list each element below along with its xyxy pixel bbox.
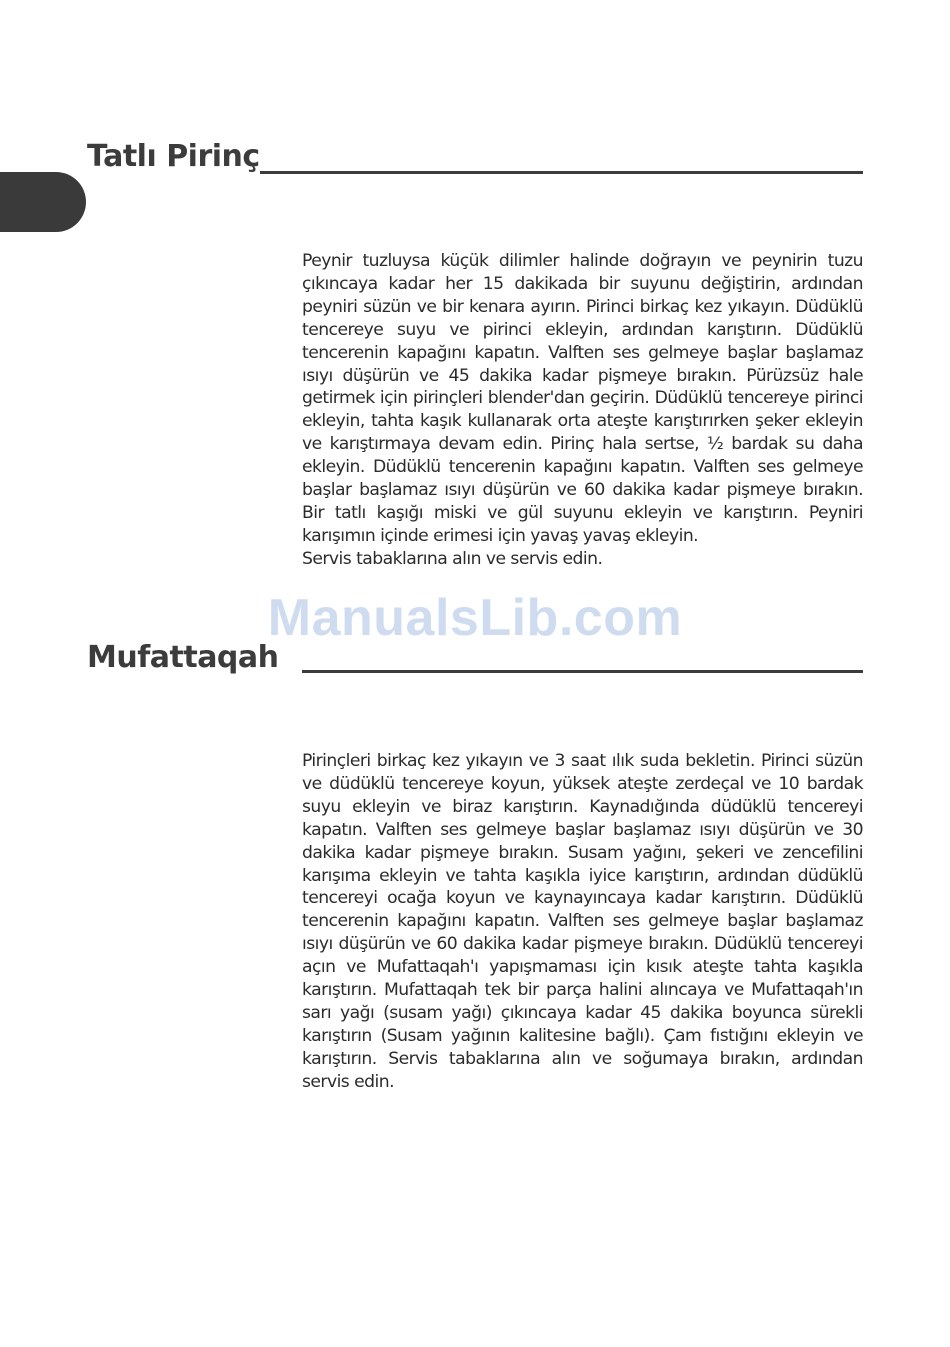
recipe-paragraph: Servis tabaklarına alın ve servis edin. <box>302 548 603 569</box>
title-underline <box>260 171 863 174</box>
recipe-body-mufattaqah <box>302 750 863 1094</box>
recipe-body-tatli-pirinc <box>302 250 863 571</box>
page-tab-marker <box>0 172 86 232</box>
section-title-tatli-pirinc: Tatlı Pirinç <box>87 139 260 174</box>
recipe-paragraph: Pirinçleri birkaç kez yıkayın ve 3 saat ılık suda bekletin. Pirinci süzün ve düdüklü tencereye koyun, yüksek ateşte zerdeçal ve 10 bardak suyu ekleyin ve biraz karıştırın. Kaynadığında düdüklü tencereyi kapatın. Valften ses gelmeye başlar başlamaz ısıyı düşürün ve 30 dakika kadar pişmeye bırakın. Susam yağını, şekeri ve zencefilini karışıma ekleyin ve tahta kaşıkla iyice karıştırın, ardından düdüklü tencereyi ocağa koyun ve kaynayıncaya kadar karıştırın. Düdüklü tencerenin kapağını kapatın. Valften ses gelmeye başlar başlamaz ısıyı düşürün ve 60 dakika kadar pişmeye bırakın. Düdüklü tencereyi açın ve Mufattaqah'ı yapışmaması için kısık ateşte tahta kaşıkla karıştırın. Mufattaqah tek bir parça halini alıncaya ve Mufattaqah'ın sarı yağı (susam yağı) çıkıncaya kadar 45 dakika boyunca sürekli karıştırın (Susam yağının kalitesine bağlı). Çam fıstığını ekleyin ve karıştırın. Servis tabaklarına alın ve soğumaya bırakın, ardından servis edin. <box>302 751 863 1092</box>
section-title-mufattaqah: Mufattaqah <box>87 640 279 675</box>
title-underline <box>302 670 863 673</box>
recipe-paragraph: Peynir tuzluysa küçük dilimler halinde doğrayın ve peynirin tuzu çıkıncaya kadar her 15 dakikada bir suyunu değiştirin, ardından peyniri süzün ve bir kenara ayırın. Pirinci birkaç kez yıkayın. Düdüklü tencereye suyu ve pirinci ekleyin, ardından karıştırın. Düdüklü tencerenin kapağını kapatın. Valften ses gelmeye başlar başlamaz ısıyı düşürün ve 45 dakika kadar pişmeye bırakın. Pürüzsüz hale getirmek için pirinçleri blender'dan geçirin. Düdüklü tencereye pirinci ekleyin, tahta kaşık kullanarak orta ateşte karıştırırken şeker ekleyin ve karıştırmaya devam edin. Pirinç hala sertse, ½ bardak su daha ekleyin. Düdüklü tencerenin kapağını kapatın. Valften ses gelmeye başlar başlamaz ısıyı düşürün ve 60 dakika kadar pişmeye bırakın. Bir tatlı kaşığı miski ve gül suyunu ekleyin ve karıştırın. Peyniri karışımın içinde erimesi için yavaş yavaş ekleyin. <box>302 251 863 546</box>
watermark: ManualsLib.com <box>267 589 683 647</box>
